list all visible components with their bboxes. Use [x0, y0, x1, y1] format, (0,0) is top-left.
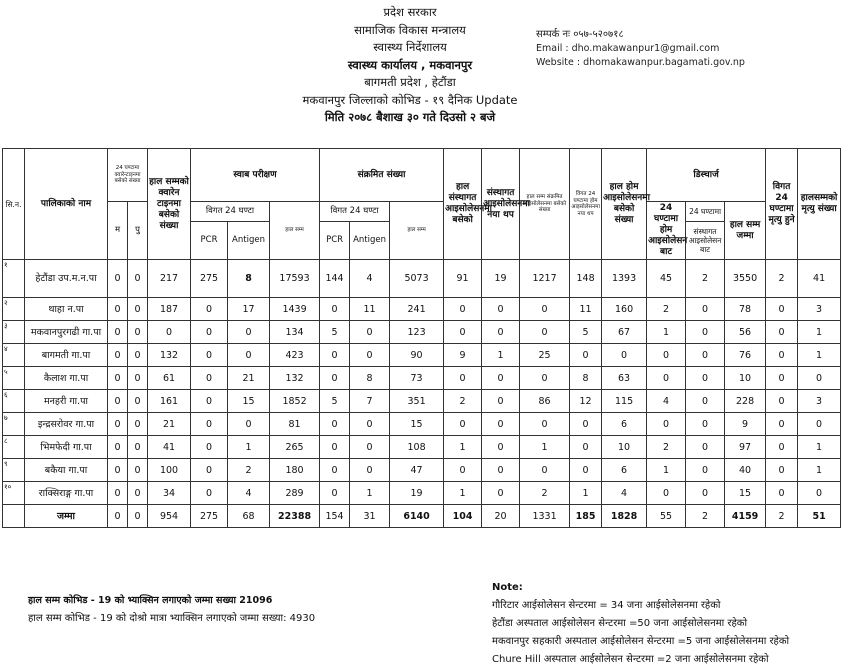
cell-ag: 21 — [228, 367, 270, 390]
cell-f: 0 — [128, 459, 148, 482]
row-sn: १ — [3, 260, 25, 298]
cell-sw-total: 1852 — [270, 390, 320, 413]
row-municipality-name: बकैया गा.पा — [25, 459, 108, 482]
col-infected-till-now: हाल सम्म — [390, 202, 444, 260]
cell-i-ag: 8 — [350, 367, 390, 390]
col-dis-inst: संस्थागत आइसोलेसन बाट — [686, 222, 725, 260]
cell-iso-new: 19 — [482, 260, 520, 298]
col-inf-pcr: PCR — [320, 222, 350, 260]
cell-d-total: 15 — [725, 482, 766, 505]
cell-i-total: 90 — [390, 344, 444, 367]
col-inst-iso-now: हाल संस्थागत आइसोलेसनमा बसेको — [444, 149, 482, 260]
cell-death24: 0 — [766, 459, 798, 482]
col-swab: स्वाब परीक्षण — [191, 149, 320, 202]
note-line: मकवानपुर सहकारी अस्पताल आईसोलेसन सेन्टरमा =5 जना आईसोलेसनमा रहेको — [492, 636, 790, 647]
cell-sw-total: 423 — [270, 344, 320, 367]
col-female: पु — [128, 202, 148, 260]
cell-iso-new: 0 — [482, 321, 520, 344]
col-inst-iso-new: संस्थागत आइसोलेसनमा नया थप — [482, 149, 520, 260]
cell-hi-now: 1393 — [602, 260, 647, 298]
note-line: गौरिटार आईसोलेसन सेन्टरमा = 34 जना आईसोलेसनमा रहेको — [492, 600, 721, 611]
cell-iso-now: 2 — [444, 390, 482, 413]
cell-q: 100 — [148, 459, 191, 482]
total-ag: 68 — [228, 505, 270, 528]
cell-hi-now: 6 — [602, 459, 647, 482]
header-date: मिति २०७८ बैशाख ३० गते दिउसो २ बजे — [324, 110, 496, 124]
total-i-total: 6140 — [390, 505, 444, 528]
cell-iso-now: 0 — [444, 367, 482, 390]
cell-hi-new: 12 — [570, 390, 602, 413]
total-d-home: 55 — [647, 505, 686, 528]
cell-death24: 0 — [766, 390, 798, 413]
cell-q: 41 — [148, 436, 191, 459]
cell-hi-till: 1217 — [520, 260, 570, 298]
cell-q: 187 — [148, 298, 191, 321]
cell-d-home: 1 — [647, 459, 686, 482]
cell-death-total: 1 — [798, 344, 841, 367]
table-row — [3, 298, 841, 321]
table-row — [3, 321, 841, 344]
cell-iso-now: 91 — [444, 260, 482, 298]
cell-m: 0 — [108, 260, 128, 298]
cell-hi-now: 115 — [602, 390, 647, 413]
cell-iso-new: 0 — [482, 390, 520, 413]
total-sn-cell — [3, 505, 25, 528]
cell-iso-new: 0 — [482, 413, 520, 436]
col-home-iso-till: हाल सम्म संक्रमित आइसोलेसनमा बसेको संख्या — [520, 149, 570, 260]
table-row — [3, 390, 841, 413]
cell-i-ag: 4 — [350, 260, 390, 298]
col-death24: विगत 24 घण्टामा मृत्यु हुने — [766, 149, 798, 260]
cell-d-total: 9 — [725, 413, 766, 436]
cell-i-pcr: 0 — [320, 298, 350, 321]
cell-pcr: 0 — [191, 321, 228, 344]
cell-death-total: 1 — [798, 436, 841, 459]
cell-i-total: 123 — [390, 321, 444, 344]
row-sn: १० — [3, 482, 25, 505]
cell-hi-now: 6 — [602, 413, 647, 436]
col-quarantine-now: हाल सम्मको क्वारेन टाइनमा बसेको संख्या — [148, 149, 191, 260]
total-f: 0 — [128, 505, 148, 528]
cell-d-home: 0 — [647, 482, 686, 505]
cell-d-home: 0 — [647, 413, 686, 436]
cell-d-total: 228 — [725, 390, 766, 413]
cell-i-total: 241 — [390, 298, 444, 321]
table-row — [3, 260, 841, 298]
col-pcr: PCR — [191, 222, 228, 260]
cell-i-pcr: 5 — [320, 390, 350, 413]
cell-m: 0 — [108, 413, 128, 436]
total-i-pcr: 154 — [320, 505, 350, 528]
cell-q: 61 — [148, 367, 191, 390]
cell-d-home: 0 — [647, 344, 686, 367]
cell-i-pcr: 0 — [320, 344, 350, 367]
cell-iso-now: 9 — [444, 344, 482, 367]
cell-i-total: 73 — [390, 367, 444, 390]
cell-i-pcr: 0 — [320, 367, 350, 390]
cell-i-pcr: 144 — [320, 260, 350, 298]
cell-hi-till: 2 — [520, 482, 570, 505]
cell-pcr: 0 — [191, 298, 228, 321]
cell-d-inst: 0 — [686, 390, 725, 413]
cell-sw-total: 17593 — [270, 260, 320, 298]
cell-f: 0 — [128, 482, 148, 505]
cell-hi-new: 1 — [570, 482, 602, 505]
total-d-total: 4159 — [725, 505, 766, 528]
cell-d-inst: 0 — [686, 344, 725, 367]
cell-f: 0 — [128, 390, 148, 413]
contact-website: Website : dhomakawanpur.bagamati.gov.np — [536, 57, 745, 68]
cell-d-total: 3550 — [725, 260, 766, 298]
cell-iso-now: 1 — [444, 482, 482, 505]
table-row — [3, 436, 841, 459]
col-dis-24-label: 24 घण्टामा — [686, 202, 725, 222]
cell-iso-now: 0 — [444, 413, 482, 436]
cell-iso-now: 0 — [444, 298, 482, 321]
row-sn: ६ — [3, 390, 25, 413]
cell-m: 0 — [108, 298, 128, 321]
cell-hi-till: 25 — [520, 344, 570, 367]
cell-death24: 0 — [766, 321, 798, 344]
cell-hi-now: 63 — [602, 367, 647, 390]
col-death-total: हालसम्मको मृत्यु संख्या — [798, 149, 841, 260]
cell-m: 0 — [108, 321, 128, 344]
cell-d-total: 40 — [725, 459, 766, 482]
cell-death24: 0 — [766, 436, 798, 459]
cell-iso-now: 1 — [444, 436, 482, 459]
cell-d-inst: 0 — [686, 436, 725, 459]
row-municipality-name: थाहा न.पा — [25, 298, 108, 321]
cell-iso-new: 0 — [482, 459, 520, 482]
cell-hi-new: 0 — [570, 344, 602, 367]
cell-i-ag: 0 — [350, 436, 390, 459]
cell-i-total: 15 — [390, 413, 444, 436]
col-discharge: डिस्चार्ज — [647, 149, 766, 202]
cell-hi-till: 0 — [520, 413, 570, 436]
cell-d-total: 97 — [725, 436, 766, 459]
cell-hi-new: 148 — [570, 260, 602, 298]
cell-d-total: 76 — [725, 344, 766, 367]
row-municipality-name: बागमती गा.पा — [25, 344, 108, 367]
total-label: जम्मा — [25, 505, 108, 528]
row-sn: २ — [3, 298, 25, 321]
cell-death24: 2 — [766, 260, 798, 298]
cell-m: 0 — [108, 459, 128, 482]
cell-ag: 15 — [228, 390, 270, 413]
cell-d-total: 10 — [725, 367, 766, 390]
row-sn: ८ — [3, 436, 25, 459]
cell-d-inst: 0 — [686, 482, 725, 505]
cell-d-inst: 0 — [686, 321, 725, 344]
cell-sw-total: 132 — [270, 367, 320, 390]
cell-m: 0 — [108, 482, 128, 505]
cell-sw-total: 180 — [270, 459, 320, 482]
cell-f: 0 — [128, 344, 148, 367]
cell-m: 0 — [108, 390, 128, 413]
cell-i-total: 19 — [390, 482, 444, 505]
cell-i-ag: 0 — [350, 459, 390, 482]
cell-q: 132 — [148, 344, 191, 367]
table-row — [3, 367, 841, 390]
cell-ag: 4 — [228, 482, 270, 505]
cell-d-home: 2 — [647, 298, 686, 321]
vaccine-footer — [28, 592, 315, 628]
cell-hi-new: 5 — [570, 321, 602, 344]
cell-death-total: 0 — [798, 413, 841, 436]
cell-d-total: 78 — [725, 298, 766, 321]
cell-i-pcr: 5 — [320, 321, 350, 344]
cell-death24: 0 — [766, 344, 798, 367]
cell-i-ag: 0 — [350, 344, 390, 367]
cell-f: 0 — [128, 298, 148, 321]
cell-pcr: 0 — [191, 344, 228, 367]
total-i-ag: 31 — [350, 505, 390, 528]
cell-pcr: 275 — [191, 260, 228, 298]
note-line: Chure Hill अस्पताल आईसोलेसन सेन्टरमा =2 जना आईसोलेसनमा रहेको — [492, 654, 769, 665]
cell-hi-new: 0 — [570, 436, 602, 459]
cell-death24: 0 — [766, 482, 798, 505]
cell-pcr: 0 — [191, 459, 228, 482]
header-update-title: मकवानपुर जिल्लाको कोभिड - १९ दैनिक Update — [302, 92, 518, 107]
cell-iso-now: 0 — [444, 459, 482, 482]
cell-m: 0 — [108, 367, 128, 390]
total-hi-now: 1828 — [602, 505, 647, 528]
cell-iso-new: 0 — [482, 482, 520, 505]
header-province: प्रदेश सरकार — [383, 5, 437, 19]
contact-phone: सम्पर्क नः ०५७-५२०७१८ — [536, 29, 624, 40]
cell-d-home: 4 — [647, 390, 686, 413]
cell-hi-now: 67 — [602, 321, 647, 344]
cell-ag: 0 — [228, 344, 270, 367]
contact-email: Email : dho.makawanpur1@gmail.com — [536, 43, 720, 54]
cell-iso-new: 0 — [482, 367, 520, 390]
col-name: पालिकाको नाम — [25, 149, 108, 260]
cell-iso-new: 1 — [482, 344, 520, 367]
cell-sw-total: 265 — [270, 436, 320, 459]
cell-i-ag: 0 — [350, 321, 390, 344]
cell-death-total: 1 — [798, 321, 841, 344]
col-infected: संक्रमित संख्या — [320, 149, 444, 202]
cell-pcr: 0 — [191, 367, 228, 390]
cell-i-total: 351 — [390, 390, 444, 413]
cell-i-total: 108 — [390, 436, 444, 459]
cell-i-pcr: 0 — [320, 413, 350, 436]
note-block — [492, 579, 842, 669]
cell-d-inst: 0 — [686, 459, 725, 482]
cell-sw-total: 81 — [270, 413, 320, 436]
row-municipality-name: मकवानपुरगढी गा.पा — [25, 321, 108, 344]
row-municipality-name: हेटौंडा उप.म.न.पा — [25, 260, 108, 298]
col-inf-antigen: Antigen — [350, 222, 390, 260]
cell-ag: 0 — [228, 321, 270, 344]
cell-i-total: 47 — [390, 459, 444, 482]
cell-q: 21 — [148, 413, 191, 436]
total-hi-till: 1331 — [520, 505, 570, 528]
note-title: Note: — [492, 582, 523, 593]
cell-hi-till: 0 — [520, 459, 570, 482]
cell-hi-new: 8 — [570, 367, 602, 390]
row-sn: ७ — [3, 413, 25, 436]
contact-block — [536, 28, 745, 70]
row-sn: ४ — [3, 344, 25, 367]
cell-i-total: 5073 — [390, 260, 444, 298]
cell-d-inst: 0 — [686, 413, 725, 436]
cell-d-home: 1 — [647, 321, 686, 344]
cell-d-home: 45 — [647, 260, 686, 298]
cell-f: 0 — [128, 321, 148, 344]
total-death24: 2 — [766, 505, 798, 528]
cell-f: 0 — [128, 413, 148, 436]
cell-ag: 2 — [228, 459, 270, 482]
total-sw-total: 22388 — [270, 505, 320, 528]
cell-pcr: 0 — [191, 436, 228, 459]
col-sn: सि.न. — [3, 149, 25, 260]
row-sn: ५ — [3, 367, 25, 390]
cell-hi-now: 10 — [602, 436, 647, 459]
cell-death24: 0 — [766, 413, 798, 436]
cell-pcr: 0 — [191, 413, 228, 436]
cell-death-total: 3 — [798, 390, 841, 413]
cell-i-pcr: 0 — [320, 436, 350, 459]
header-location: बागमती प्रदेश , हेटौंडा — [364, 75, 456, 89]
cell-q: 34 — [148, 482, 191, 505]
row-municipality-name: इन्द्रसरोवर गा.पा — [25, 413, 108, 436]
cell-i-ag: 11 — [350, 298, 390, 321]
cell-f: 0 — [128, 367, 148, 390]
cell-iso-now: 0 — [444, 321, 482, 344]
row-sn: ३ — [3, 321, 25, 344]
cell-i-ag: 7 — [350, 390, 390, 413]
total-m: 0 — [108, 505, 128, 528]
cell-m: 0 — [108, 344, 128, 367]
col-dis-home: 24 घण्टामा होम आइसोलेसन बाट — [647, 202, 686, 260]
cell-iso-new: 0 — [482, 298, 520, 321]
cell-pcr: 0 — [191, 482, 228, 505]
header-office: स्वास्थ्य कार्यालय , मकवानपुर — [347, 57, 473, 72]
cell-hi-new: 11 — [570, 298, 602, 321]
covid-table — [2, 148, 841, 528]
vaccine-second-dose: हाल सम्म कोभिड - 19 को दोश्रो मात्रा भ्याक्सिन लगाएको जम्मा सख्या: 4930 — [28, 613, 316, 624]
cell-d-home: 0 — [647, 367, 686, 390]
total-iso-new: 20 — [482, 505, 520, 528]
total-d-inst: 2 — [686, 505, 725, 528]
cell-death24: 0 — [766, 367, 798, 390]
row-municipality-name: राक्सिराङ्ग गा.पा — [25, 482, 108, 505]
cell-hi-till: 1 — [520, 436, 570, 459]
cell-iso-new: 0 — [482, 436, 520, 459]
note-line: हेटौंडा अस्पताल आईसोलेसन सेन्टरमा =50 जना आईसोलेसनमा रहेको — [492, 618, 748, 629]
cell-i-pcr: 0 — [320, 459, 350, 482]
total-death-total: 51 — [798, 505, 841, 528]
cell-hi-now: 0 — [602, 344, 647, 367]
cell-q: 217 — [148, 260, 191, 298]
header-ministry: सामाजिक विकास मन्त्रालय — [354, 22, 466, 37]
table-row — [3, 344, 841, 367]
cell-d-inst: 0 — [686, 367, 725, 390]
col-home-iso-now: हाल होम आइसोलेसनमा बसेको संख्या — [602, 149, 647, 260]
total-q: 954 — [148, 505, 191, 528]
cell-death-total: 1 — [798, 459, 841, 482]
col-dis-total: हाल सम्म जम्मा — [725, 202, 766, 260]
col-quarantine24: 24 घण्टामा क्वारेन्टाइनमा बसेको संख्या — [108, 149, 148, 202]
row-municipality-name: मनहरी गा.पा — [25, 390, 108, 413]
cell-q: 0 — [148, 321, 191, 344]
col-swab-till-now: हाल सम्म — [270, 202, 320, 260]
cell-i-pcr: 0 — [320, 482, 350, 505]
table-body — [3, 260, 841, 528]
cell-d-home: 2 — [647, 436, 686, 459]
cell-death-total: 0 — [798, 482, 841, 505]
total-hi-new: 185 — [570, 505, 602, 528]
cell-d-total: 56 — [725, 321, 766, 344]
cell-i-ag: 0 — [350, 413, 390, 436]
cell-hi-till: 0 — [520, 298, 570, 321]
cell-sw-total: 134 — [270, 321, 320, 344]
table-row — [3, 482, 841, 505]
cell-ag: 17 — [228, 298, 270, 321]
cell-hi-new: 0 — [570, 413, 602, 436]
cell-f: 0 — [128, 260, 148, 298]
cell-q: 161 — [148, 390, 191, 413]
row-sn: ९ — [3, 459, 25, 482]
col-home-iso-new24: विगत 24 घण्टामा होम आइसोलेसनमा नया थप — [570, 149, 602, 260]
cell-d-inst: 0 — [686, 298, 725, 321]
cell-i-ag: 1 — [350, 482, 390, 505]
cell-d-inst: 2 — [686, 260, 725, 298]
col-male: म — [108, 202, 128, 260]
cell-hi-till: 0 — [520, 367, 570, 390]
cell-sw-total: 1439 — [270, 298, 320, 321]
cell-hi-new: 0 — [570, 459, 602, 482]
cell-death-total: 0 — [798, 367, 841, 390]
cell-pcr: 0 — [191, 390, 228, 413]
cell-hi-till: 0 — [520, 321, 570, 344]
cell-hi-now: 4 — [602, 482, 647, 505]
col-swab24: विगत 24 घण्टा — [191, 202, 270, 222]
row-municipality-name: कैलाश गा.पा — [25, 367, 108, 390]
cell-f: 0 — [128, 436, 148, 459]
total-pcr: 275 — [191, 505, 228, 528]
cell-m: 0 — [108, 436, 128, 459]
cell-ag: 8 — [228, 260, 270, 298]
cell-sw-total: 289 — [270, 482, 320, 505]
total-iso-now: 104 — [444, 505, 482, 528]
cell-ag: 1 — [228, 436, 270, 459]
cell-death24: 0 — [766, 298, 798, 321]
cell-hi-till: 86 — [520, 390, 570, 413]
cell-hi-now: 160 — [602, 298, 647, 321]
cell-death-total: 41 — [798, 260, 841, 298]
table-row — [3, 413, 841, 436]
cell-ag: 0 — [228, 413, 270, 436]
total-row — [3, 505, 841, 528]
header-directorate: स्वास्थ्य निर्देशालय — [373, 40, 447, 54]
col-antigen: Antigen — [228, 222, 270, 260]
table-row — [3, 459, 841, 482]
vaccine-first-dose: हाल सम्म कोभिड - 19 को भ्याक्सिन लगाएको जम्मा सख्या 21096 — [28, 595, 273, 606]
col-infected24: विगत 24 घण्टा — [320, 202, 390, 222]
cell-death-total: 3 — [798, 298, 841, 321]
row-municipality-name: भिमफेदी गा.पा — [25, 436, 108, 459]
